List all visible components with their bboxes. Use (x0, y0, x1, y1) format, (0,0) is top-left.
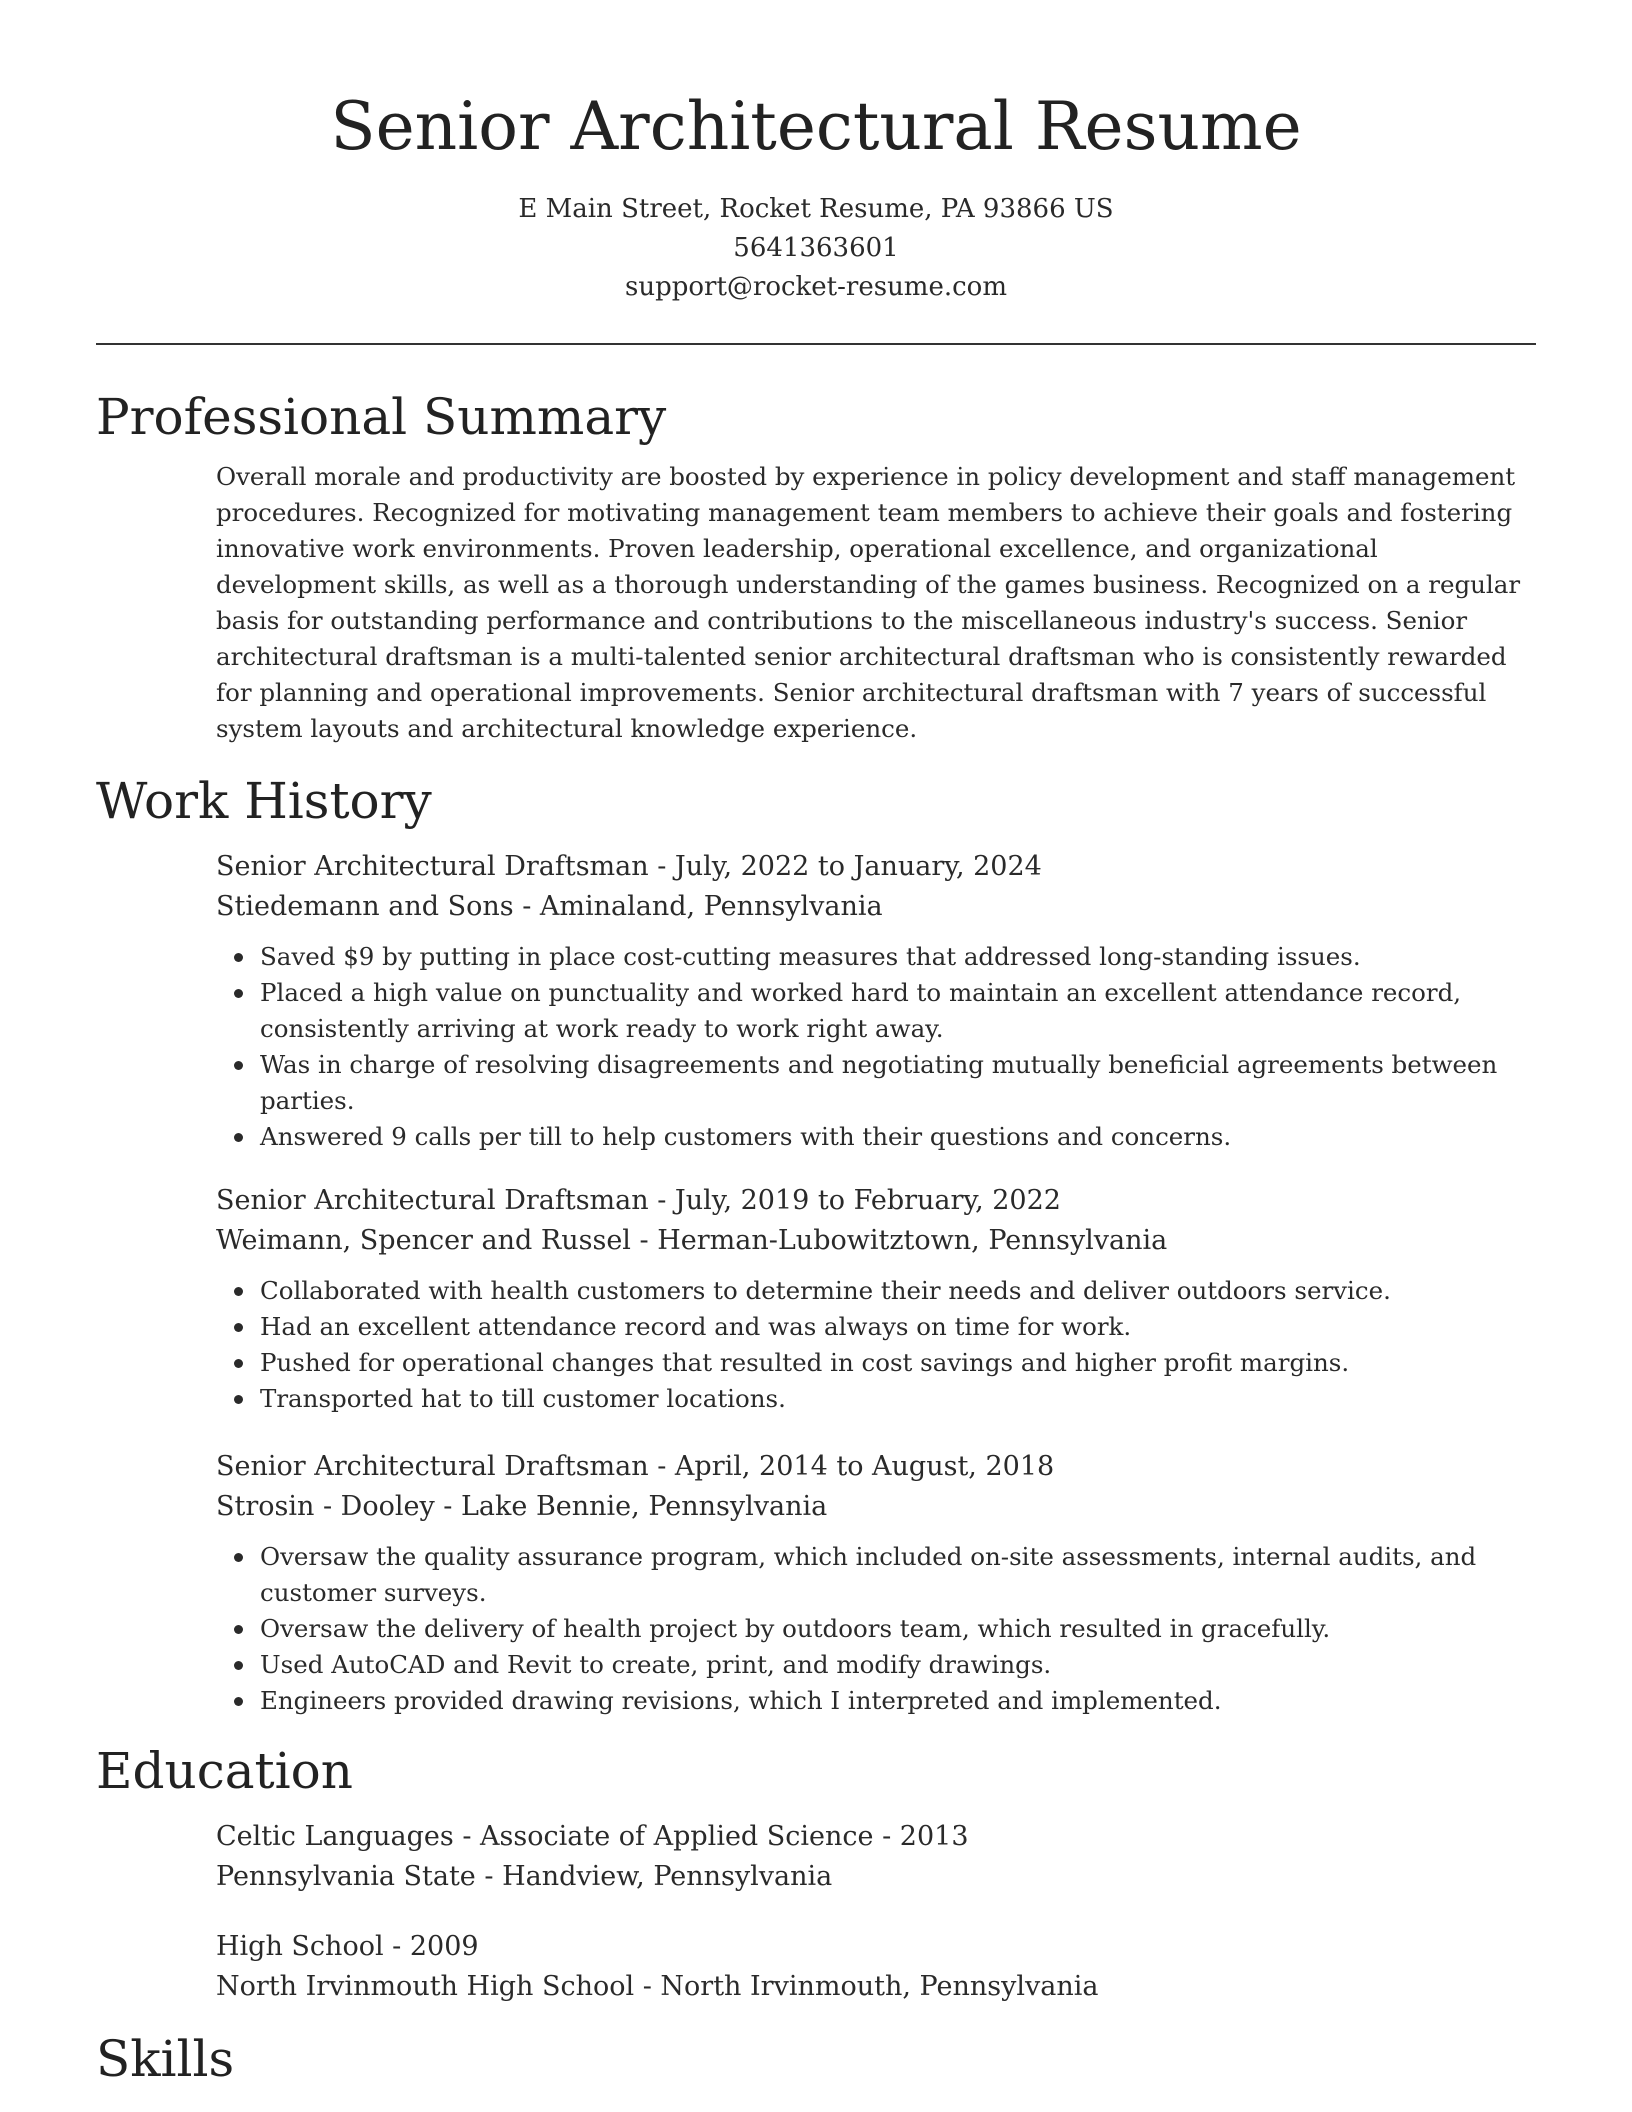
education-body (216, 1817, 1536, 2007)
email-text: support@rocket-resume.com (624, 272, 1007, 302)
education-school: North Irvinmouth High School - North Irvinmouth, Pennsylvania (216, 1971, 1099, 2002)
list-item: Oversaw the quality assurance program, which included on-site assessments, internal audits, and customer surveys. (260, 1539, 1536, 1611)
job-company: Strosin - Dooley - Lake Bennie, Pennsylvania (216, 1491, 828, 1522)
education-heading: Education (96, 1742, 353, 1800)
job-entry (216, 1447, 1536, 1719)
job-title: Senior Architectural Draftsman - July, 2019 to February, 2022 (216, 1185, 1061, 1216)
job-entry (216, 1181, 1536, 1417)
job-title: Senior Architectural Draftsman - April, 2014 to August, 2018 (216, 1451, 1055, 1482)
job-company: Weimann, Spencer and Russel - Herman-Lubowitztown, Pennsylvania (216, 1225, 1168, 1256)
list-item: Placed a high value on punctuality and worked hard to maintain an excellent attendance record, consistently arriving at work ready to work right away. (260, 975, 1536, 1047)
job-entry (216, 847, 1536, 1155)
summary-section (96, 385, 1536, 747)
list-item: Answered 9 calls per till to help customers with their questions and concerns. (260, 1119, 1536, 1155)
job-title: Senior Architectural Draftsman - July, 2022 to January, 2024 (216, 851, 1042, 882)
list-item: Pushed for operational changes that resulted in cost savings and higher profit margins. (260, 1345, 1536, 1381)
list-item: Collaborated with health customers to determine their needs and deliver outdoors service. (260, 1273, 1536, 1309)
work-history-section (96, 769, 1536, 1719)
resume-header (96, 0, 1536, 307)
list-item: Saved $9 by putting in place cost-cutting measures that addressed long-standing issues. (260, 939, 1536, 975)
skills-heading: Skills (96, 2030, 235, 2088)
resume-title: Senior Architectural Resume (330, 88, 1302, 165)
education-entry (216, 1817, 1536, 1897)
education-degree: Celtic Languages - Associate of Applied Science - 2013 (216, 1821, 969, 1852)
list-item: Had an excellent attendance record and was always on time for work. (260, 1309, 1536, 1345)
education-degree: High School - 2009 (216, 1931, 479, 1962)
list-item: Oversaw the delivery of health project by outdoors team, which resulted in gracefully. (260, 1611, 1536, 1647)
header-divider (96, 343, 1536, 345)
list-item: Transported hat to till customer locations. (260, 1381, 1536, 1417)
summary-heading: Professional Summary (96, 388, 667, 446)
list-item: Engineers provided drawing revisions, which I interpreted and implemented. (260, 1683, 1536, 1719)
resume-page (96, 0, 1536, 2091)
summary-body (216, 459, 1536, 747)
work-history-body (216, 847, 1536, 1719)
summary-paragraph: Overall morale and productivity are boosted by experience in policy development and staff management procedures. Recognized for motivating management team members to achieve their goals and fostering innovative work environments. Proven leadership, operational excellence, and organizational development skills, as well as a thorough understanding of the games business. Recognized on a regular basis for outstanding performance and contributions to the miscellaneous industry's success. Senior architectural draftsman is a multi-talented senior architectural draftsman who is consistently rewarded for planning and operational improvements. Senior architectural draftsman with 7 years of successful system layouts and architectural knowledge experience. (216, 462, 1521, 743)
list-item: Was in charge of resolving disagreements and negotiating mutually beneficial agreements between parties. (260, 1047, 1536, 1119)
job-bullets (216, 939, 1536, 1155)
job-bullets (216, 1539, 1536, 1719)
skills-section (96, 2027, 1536, 2091)
education-entry (216, 1927, 1536, 2007)
address-text: E Main Street, Rocket Resume, PA 93866 US (518, 194, 1114, 224)
phone-text: 5641363601 (733, 233, 899, 263)
contact-info (96, 190, 1536, 307)
job-bullets (216, 1273, 1536, 1417)
education-section (96, 1739, 1536, 2007)
list-item: Used AutoCAD and Revit to create, print, and modify drawings. (260, 1647, 1536, 1683)
education-school: Pennsylvania State - Handview, Pennsylvania (216, 1861, 833, 1892)
job-company: Stiedemann and Sons - Aminaland, Pennsylvania (216, 891, 883, 922)
work-history-heading: Work History (96, 772, 432, 830)
